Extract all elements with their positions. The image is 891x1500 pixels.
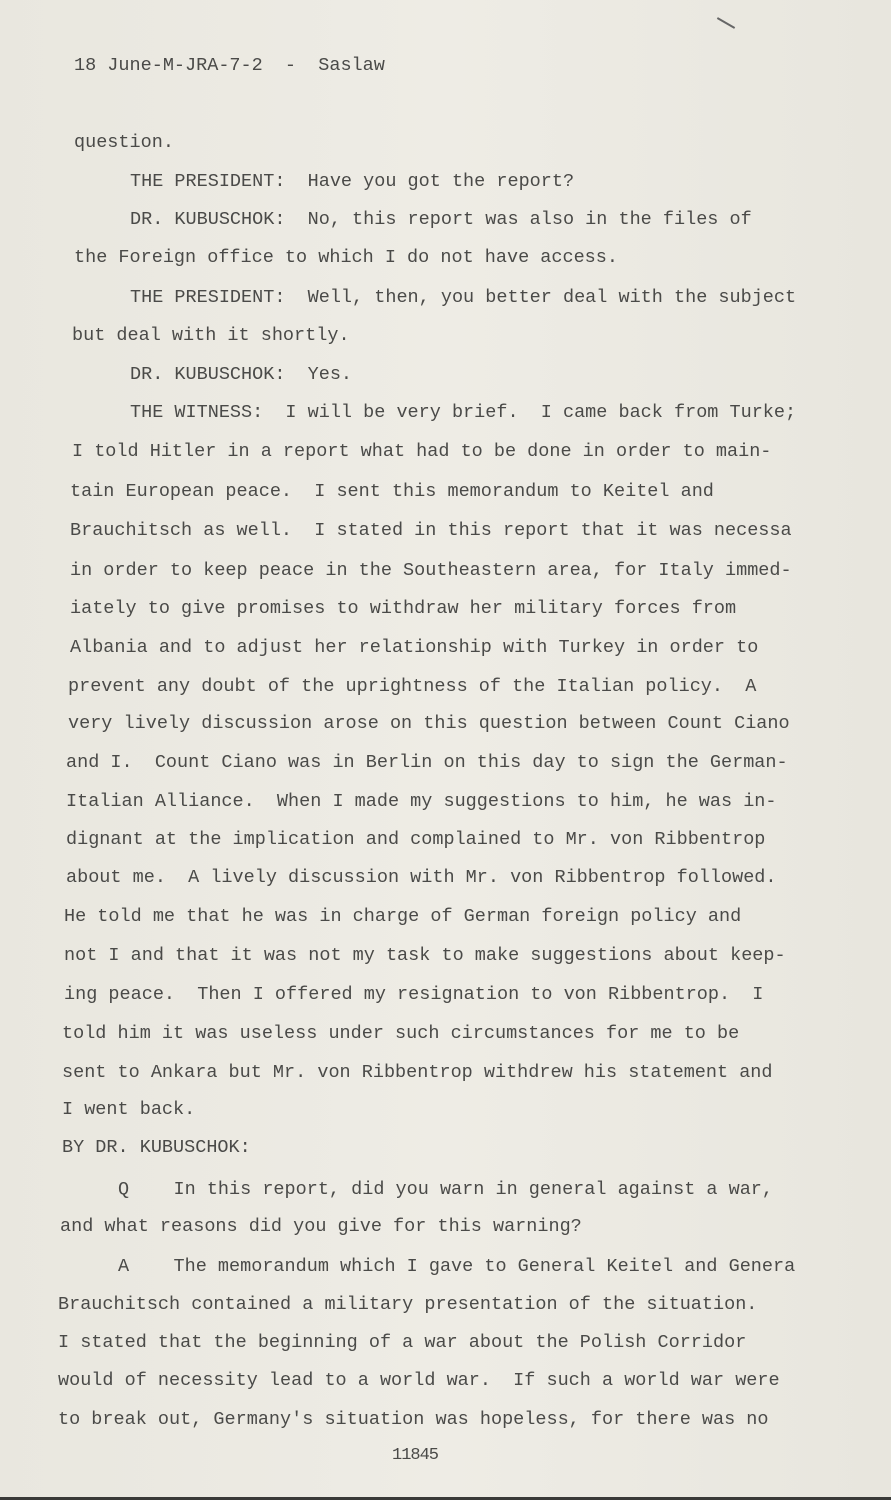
- text-line: very lively discussion arose on this question between Count Ciano: [68, 713, 790, 734]
- page-number: 11845: [392, 1446, 439, 1465]
- text-line: told him it was useless under such circumstances for me to be: [62, 1023, 740, 1044]
- text-line: BY DR. KUBUSCHOK:: [62, 1137, 251, 1158]
- text-line: ing peace. Then I offered my resignation to von Ribbentrop. I: [64, 984, 764, 1005]
- text-line: A The memorandum which I gave to General Keitel and Genera: [118, 1256, 796, 1277]
- text-line: Albania and to adjust her relationship with Turkey in order to: [70, 637, 759, 658]
- text-line: would of necessity lead to a world war. If such a world war were: [58, 1370, 780, 1391]
- text-line: Brauchitsch as well. I stated in this report that it was necessa: [70, 520, 792, 541]
- text-line: DR. KUBUSCHOK: No, this report was also in the files of: [130, 209, 752, 230]
- text-line: about me. A lively discussion with Mr. von Ribbentrop followed.: [66, 867, 777, 888]
- text-line: I stated that the beginning of a war about the Polish Corridor: [58, 1332, 747, 1353]
- text-line: Brauchitsch contained a military presentation of the situation.: [58, 1294, 758, 1315]
- text-line: not I and that it was not my task to make suggestions about keep-: [64, 945, 786, 966]
- text-line: I went back.: [62, 1099, 196, 1120]
- text-line: iately to give promises to withdraw her military forces from: [70, 598, 737, 619]
- text-line: to break out, Germany's situation was hopeless, for there was no: [58, 1409, 769, 1430]
- text-line: THE PRESIDENT: Have you got the report?: [130, 171, 575, 192]
- text-line: THE WITNESS: I will be very brief. I came back from Turke;: [130, 402, 797, 423]
- text-line: and I. Count Ciano was in Berlin on this day to sign the German-: [66, 752, 788, 773]
- text-line: THE PRESIDENT: Well, then, you better deal with the subject: [130, 287, 797, 308]
- text-line: I told Hitler in a report what had to be done in order to main-: [72, 441, 772, 462]
- text-line: the Foreign office to which I do not have access.: [74, 247, 618, 268]
- pencil-mark: [717, 17, 735, 29]
- text-line: DR. KUBUSCHOK: Yes.: [130, 364, 353, 385]
- text-line: tain European peace. I sent this memorandum to Keitel and: [70, 481, 714, 502]
- text-line: sent to Ankara but Mr. von Ribbentrop withdrew his statement and: [62, 1062, 773, 1083]
- text-line: prevent any doubt of the uprightness of the Italian policy. A: [68, 676, 757, 697]
- document-header: 18 June-M-JRA-7-2 - Saslaw: [74, 55, 385, 76]
- text-line: He told me that he was in charge of German foreign policy and: [64, 906, 742, 927]
- text-line: but deal with it shortly.: [72, 325, 350, 346]
- text-line: and what reasons did you give for this warning?: [60, 1216, 582, 1237]
- text-line: in order to keep peace in the Southeastern area, for Italy immed-: [70, 560, 792, 581]
- text-line: question.: [74, 132, 174, 153]
- text-line: Italian Alliance. When I made my suggestions to him, he was in-: [66, 791, 777, 812]
- text-line: dignant at the implication and complained to Mr. von Ribbentrop: [66, 829, 766, 850]
- text-line: Q In this report, did you warn in general against a war,: [118, 1179, 774, 1200]
